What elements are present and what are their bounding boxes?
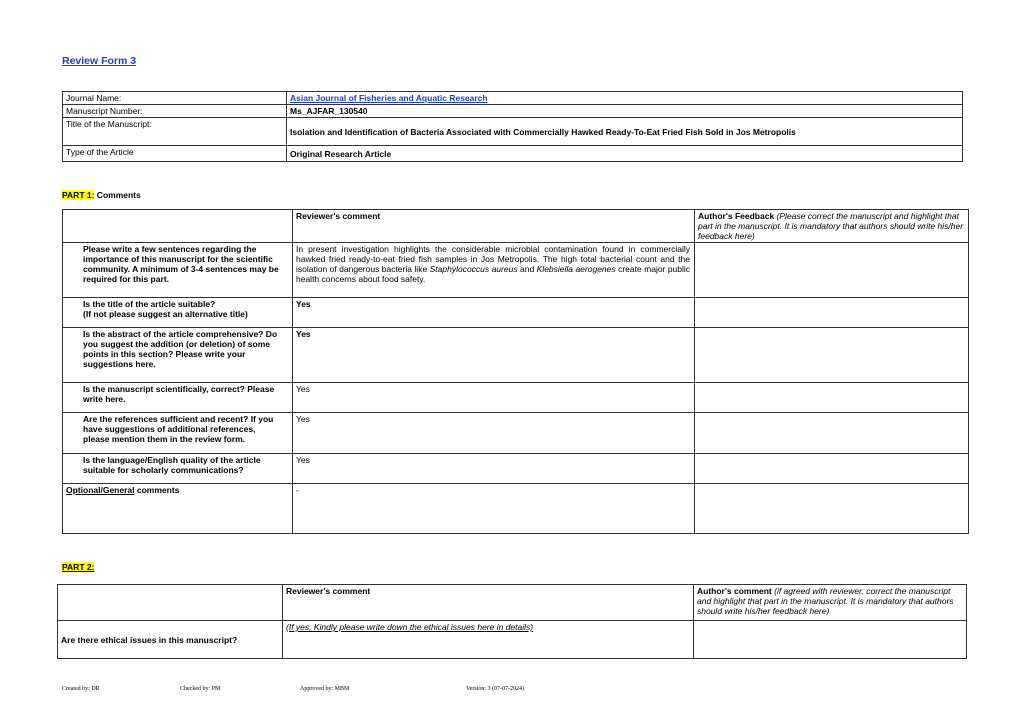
author-feedback-abstract[interactable] — [695, 328, 969, 383]
ethics-hint: (If yes, Kindly please write down the ethical issues here in details) — [283, 621, 694, 659]
part2-heading — [62, 562, 94, 572]
manuscript-number-label: Manuscript Number: — [63, 105, 287, 118]
question-scientific: Is the manuscript scientifically, correct? Please write here. — [63, 383, 293, 413]
manuscript-info-table — [62, 91, 963, 162]
comment-language: Yes — [293, 454, 695, 484]
comment-importance-text-2: and — [517, 264, 537, 274]
part1-header-author-note: (Please correct the manuscript and highlight that part in the manuscript. It is mandatory that authors should write his/her feedback here) — [698, 211, 964, 241]
question-language: Is the language/English quality of the article suitable for scholarly communications? — [63, 454, 293, 484]
part2-header-reviewer: Reviewer's comment — [283, 585, 694, 621]
article-type-label: Type of the Article — [63, 146, 287, 162]
author-feedback-title[interactable] — [695, 298, 969, 328]
optional-comments-label-underlined: Optional/General — [66, 485, 135, 495]
part1-header-reviewer: Reviewer's comment — [293, 210, 695, 243]
comment-importance-text-1: In present investigation highlights the considerable microbial contamination found in commercially hawked fried ready-to-eat fried fish samples in Jos Metropolis. The high total bacterial count and the isolation of dangerous bacteria like — [296, 244, 690, 274]
author-feedback-importance[interactable] — [695, 243, 969, 298]
author-feedback-references[interactable] — [695, 413, 969, 454]
question-importance: Please write a few sentences regarding the importance of this manuscript for the scientific community. A minimum of 3-4 sentences may be required for this part. — [63, 243, 293, 298]
footer-version: Version: 3 (07-07-2024) — [466, 686, 524, 692]
comment-species-1: Staphylococcus aureus — [429, 264, 518, 274]
part1-suffix: Comments — [94, 190, 141, 200]
question-title: Is the title of the article suitable? (If not please suggest an alternative title) — [63, 298, 293, 328]
form-title: Review Form 3 — [62, 55, 137, 67]
part1-header-author-bold: Author's Feedback — [698, 211, 775, 221]
part1-heading — [62, 190, 141, 200]
comment-scientific: Yes — [293, 383, 695, 413]
footer-created-by: Created by: DR — [62, 686, 100, 692]
comment-references: Yes — [293, 413, 695, 454]
comment-title: Yes — [293, 298, 695, 328]
optional-comments-value: - — [293, 484, 695, 534]
manuscript-title-label: Title of the Manuscript: — [63, 118, 287, 146]
article-type-value: Original Research Article — [287, 146, 963, 162]
author-feedback-ethics[interactable] — [694, 621, 967, 659]
part1-comments-table — [62, 209, 969, 534]
part2-header-author-note: (if agreed with reviewer, correct the manuscript and highlight that part in the manuscript. It is mandatory that authors should write his/her feedback here) — [697, 586, 954, 616]
comment-importance — [293, 243, 695, 298]
optional-comments-label-rest: comments — [134, 485, 180, 495]
part2-header-author — [694, 585, 967, 621]
comment-species-2: Klebsiella aerogenes — [536, 264, 616, 274]
footer-checked-by: Checked by: PM — [180, 686, 221, 692]
author-feedback-optional[interactable] — [695, 484, 969, 534]
author-feedback-language[interactable] — [695, 454, 969, 484]
part2-label: PART 2: — [62, 562, 95, 572]
footer-approved-by: Approved by: MBM — [300, 686, 350, 692]
question-abstract: Is the abstract of the article comprehensive? Do you suggest the addition (or deletion) of some points in this section? Please write your suggestions here. — [63, 328, 293, 383]
journal-name-label: Journal Name: — [63, 92, 287, 105]
optional-comments-label — [63, 484, 293, 534]
author-feedback-scientific[interactable] — [695, 383, 969, 413]
question-references: Are the references sufficient and recent? If you have suggestions of additional references, please mention them in the review form. — [63, 413, 293, 454]
part2-ethics-table — [57, 584, 967, 659]
manuscript-number-value: Ms_AJFAR_130540 — [287, 105, 963, 118]
part1-header-author — [695, 210, 969, 243]
part1-header-blank — [63, 210, 293, 243]
manuscript-title-value: Isolation and Identification of Bacteria Associated with Commercially Hawked Ready-To-Eat Fried Fish Sold in Jos Metropolis — [287, 118, 963, 146]
part2-header-author-bold: Author's comment — [697, 586, 772, 596]
question-ethics: Are there ethical issues in this manuscript? — [58, 621, 283, 659]
part2-header-blank — [58, 585, 283, 621]
journal-name-link[interactable]: Asian Journal of Fisheries and Aquatic Research — [290, 93, 488, 103]
comment-abstract: Yes — [293, 328, 695, 383]
comment-importance-text-3: create major public health concerns about food safety. — [296, 264, 691, 284]
part1-label: PART 1: — [62, 190, 95, 200]
